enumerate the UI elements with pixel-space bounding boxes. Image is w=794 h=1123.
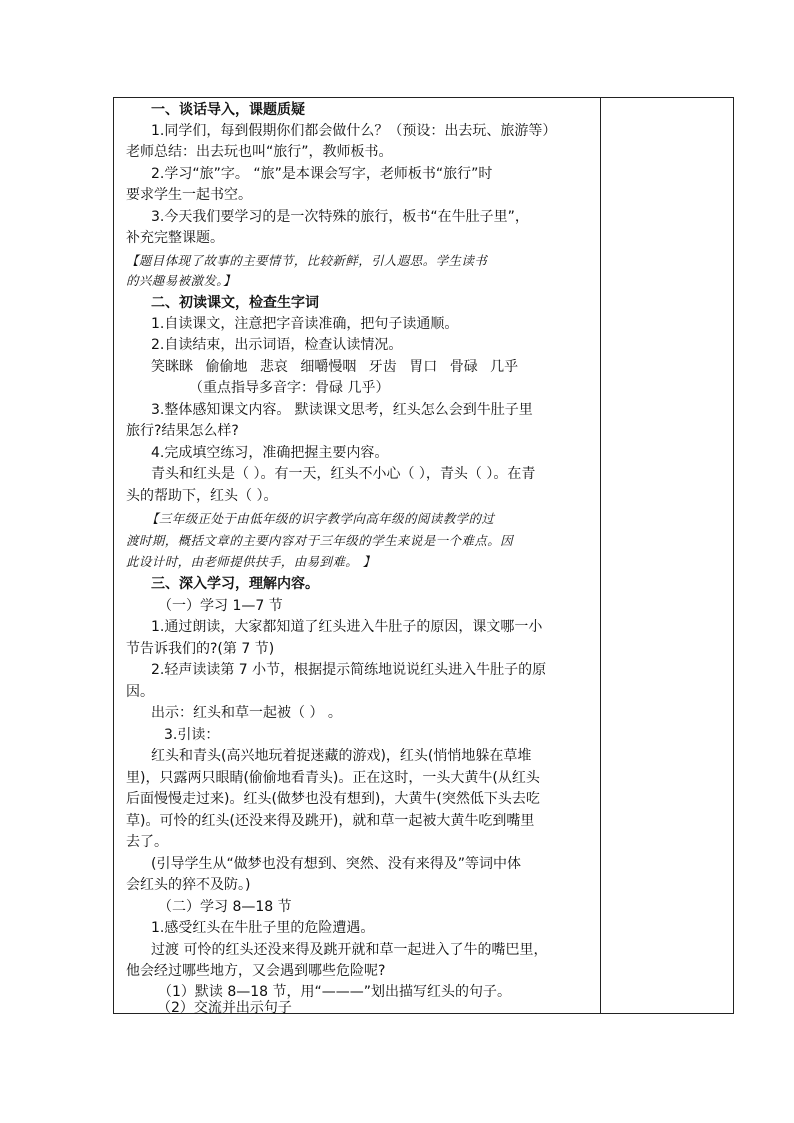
text-line: 旅行?结果怎么样?	[126, 423, 239, 439]
design-note-line: 【三年级正处于由低年级的识字教学向高年级的阅读教学的过	[146, 511, 495, 526]
text-line: 3.引读：	[164, 727, 220, 743]
subsection-heading-1: （一）学习 1—7 节	[158, 598, 283, 614]
text-line: 出示：红头和草一起被（ ） 。	[151, 705, 342, 721]
design-note-line: 【题目体现了故事的主要情节，比较新鲜，引人遐思。学生读书	[126, 253, 488, 268]
text-line: （重点指导多音字：骨碌 几乎）	[189, 380, 390, 396]
text-line: 老师总结：出去玩也叫“旅行”，教师板书。	[126, 144, 393, 160]
lesson-table	[113, 97, 734, 1014]
text-line: （1）默读 8—18 节，用“———”划出描写红头的句子。	[158, 984, 512, 1000]
text-line: 因。	[126, 684, 154, 700]
design-note-line: 的兴趣易被激发。】	[126, 273, 236, 288]
section-heading-1: 一、谈话导入，课题质疑	[151, 102, 305, 118]
last-text-line: （2）交流并出示句子	[157, 1000, 292, 1016]
text-line: 1.感受红头在牛肚子里的危险遭遇。	[151, 920, 375, 936]
lesson-content-cell	[114, 98, 600, 1016]
subsection-heading-2: （二）学习 8—18 节	[158, 899, 292, 915]
section-heading-3: 三、深入学习，理解内容。	[151, 576, 319, 592]
text-line: 4.完成填空练习，准确把握主要内容。	[151, 445, 389, 461]
section-heading-2: 二、初读课文，检查生字词	[151, 295, 319, 311]
fill-blank-line: 青头和红头是（ ）。有一天，红头不小心（ ），青头（ ）。在青	[151, 466, 536, 482]
notes-cell	[601, 98, 733, 1013]
text-line: 1.同学们，每到假期你们都会做什么？（预设：出去玩、旅游等）	[151, 123, 557, 139]
text-line: 1.通过朗读，大家都知道了红头进入牛肚子的原因，课文哪一小	[151, 619, 543, 635]
text-line: 过渡 可怜的红头还没来得及跳开就和草一起进入了牛的嘴巴里，	[151, 942, 548, 958]
text-line: 节告诉我们的?(第 7 节)	[126, 641, 275, 657]
fill-blank-line: 头的帮助下，红头（ ）。	[126, 488, 278, 504]
text-line: 3.整体感知课文内容。 默读课文思考，红头怎么会到牛肚子里	[151, 402, 533, 418]
text-line: 2.学习“旅”字。 “旅”是本课会写字，老师板书“旅行”时	[151, 166, 493, 182]
text-line: 草)。可怜的红头(还没来得及跳开)，就和草一起被大黄牛吃到嘴里	[126, 813, 535, 829]
text-line: 后面慢慢走过来)。红头(做梦也没有想到)，大黄牛(突然低下头去吃	[126, 791, 540, 807]
text-line: 2.自读结束，出示词语，检查认读情况。	[151, 337, 403, 353]
text-line: 3.今天我们要学习的是一次特殊的旅行，板书“在牛肚子里”，	[151, 209, 529, 225]
design-note-line: 此设计时，由老师提供扶手，由易到难。 】	[126, 554, 376, 569]
text-line: 2.轻声读读第 7 小节，根据提示简练地说说红头进入牛肚子的原	[151, 662, 547, 678]
text-line: 要求学生一起书空。	[126, 187, 252, 203]
text-line: 去了。	[126, 834, 168, 850]
text-line: 1.自读课文，注意把字音读准确，把句子读通顺。	[151, 316, 459, 332]
text-line: 里)，只露两只眼睛(偷偷地看青头)。正在这时，一头大黄牛(从红头	[126, 770, 540, 786]
text-line: 会红头的猝不及防。)	[126, 877, 251, 893]
vocabulary-line: 笑眯眯 偷偷地 悲哀 细嚼慢咽 牙齿 胃口 骨碌 几乎	[151, 359, 519, 375]
text-line: 补充完整课题。	[126, 230, 224, 246]
text-line: 他会经过哪些地方，又会遇到哪些危险呢?	[126, 963, 386, 979]
design-note-line: 渡时期，概括文章的主要内容对于三年级的学生来说是一个难点。因	[126, 533, 514, 548]
text-line: (引导学生从“做梦也没有想到、突然、没有来得及”等词中体	[151, 856, 521, 872]
text-line: 红头和青头(高兴地玩着捉迷藏的游戏)，红头(悄悄地躲在草堆	[151, 748, 532, 764]
